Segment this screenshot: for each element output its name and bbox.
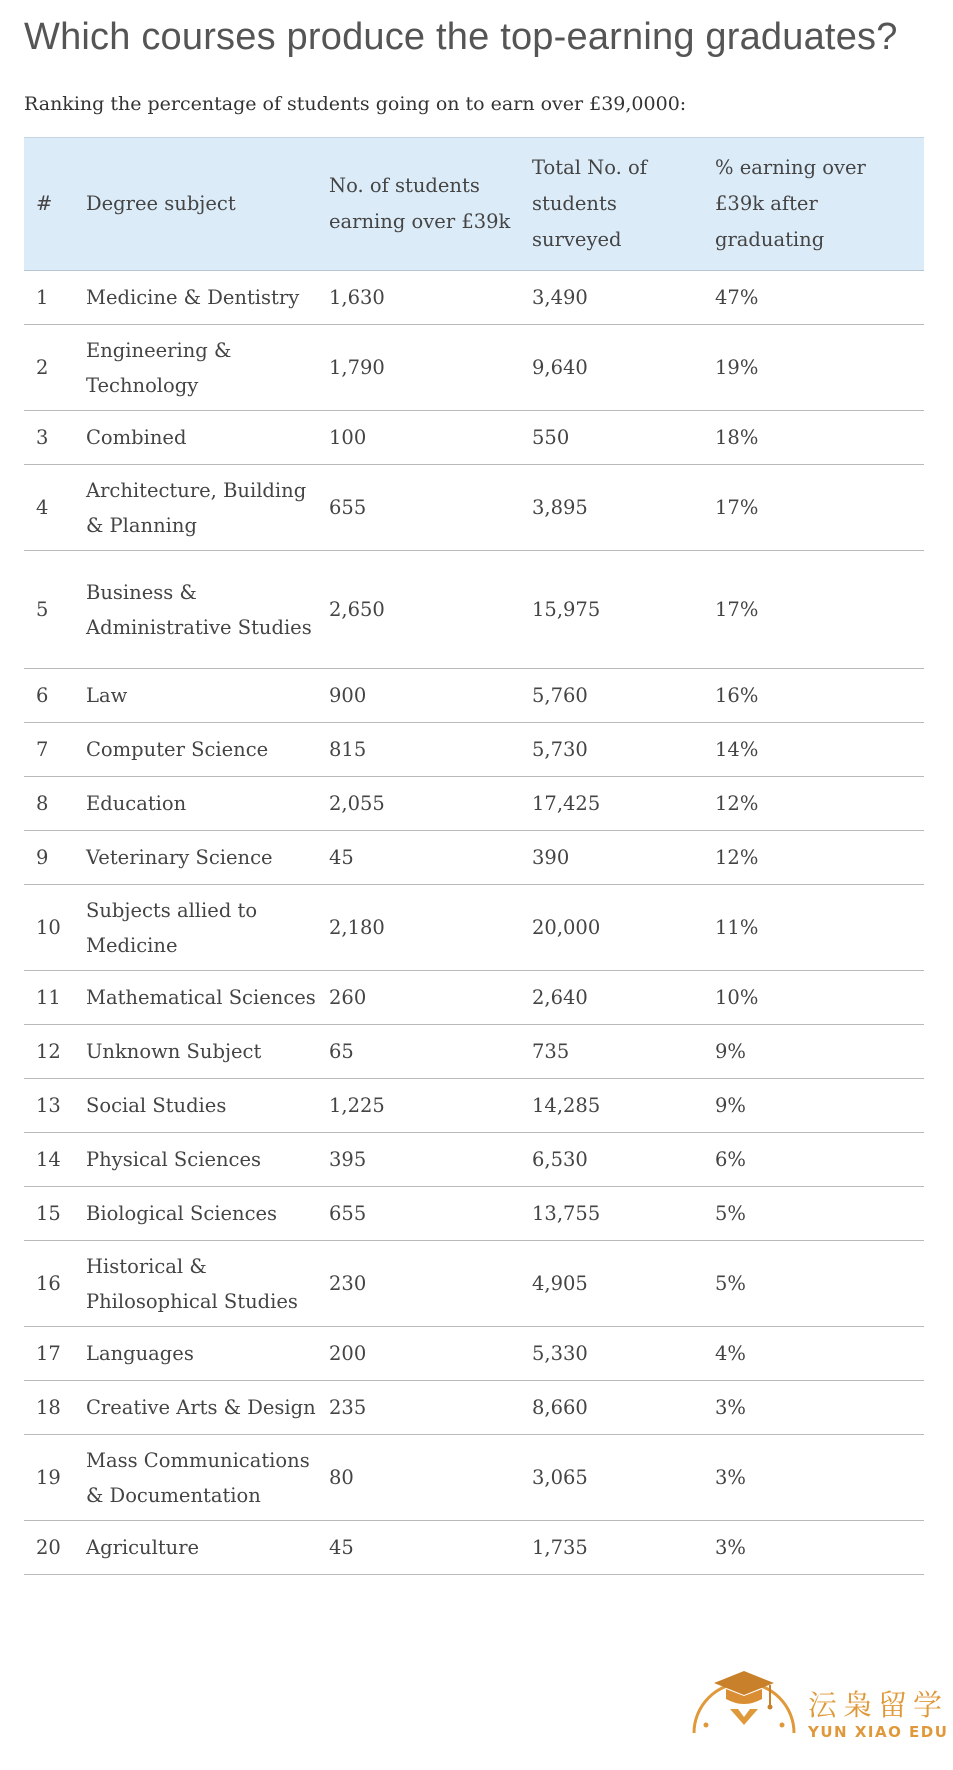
cell-rank: 9 bbox=[24, 831, 86, 885]
table-row bbox=[24, 465, 924, 551]
table-row bbox=[24, 325, 924, 411]
table-row bbox=[24, 885, 924, 971]
cell-percent: 5% bbox=[715, 1241, 924, 1327]
cell-subject: Creative Arts & Design bbox=[86, 1381, 329, 1435]
cell-percent: 5% bbox=[715, 1187, 924, 1241]
table-row bbox=[24, 411, 924, 465]
table-row bbox=[24, 971, 924, 1025]
cell-subject: Education bbox=[86, 777, 329, 831]
watermark bbox=[690, 1665, 949, 1745]
cell-percent: 11% bbox=[715, 885, 924, 971]
cell-percent: 17% bbox=[715, 465, 924, 551]
cell-percent: 6% bbox=[715, 1133, 924, 1187]
cell-earning: 655 bbox=[329, 465, 532, 551]
cell-earning: 45 bbox=[329, 1521, 532, 1575]
cell-percent: 4% bbox=[715, 1327, 924, 1381]
cell-earning: 230 bbox=[329, 1241, 532, 1327]
ranking-table bbox=[24, 137, 924, 1575]
cell-rank: 8 bbox=[24, 777, 86, 831]
table-row bbox=[24, 669, 924, 723]
cell-total: 3,895 bbox=[532, 465, 715, 551]
watermark-chinese-name: 沄枭留学 bbox=[808, 1688, 949, 1722]
cell-percent: 10% bbox=[715, 971, 924, 1025]
cell-subject: Subjects allied to Medicine bbox=[86, 885, 329, 971]
cell-percent: 12% bbox=[715, 777, 924, 831]
cell-percent: 17% bbox=[715, 551, 924, 669]
cell-total: 17,425 bbox=[532, 777, 715, 831]
header-rank: # bbox=[24, 138, 86, 271]
cell-percent: 14% bbox=[715, 723, 924, 777]
cell-percent: 16% bbox=[715, 669, 924, 723]
cell-rank: 1 bbox=[24, 271, 86, 325]
cell-rank: 3 bbox=[24, 411, 86, 465]
cell-percent: 9% bbox=[715, 1025, 924, 1079]
cell-subject: Physical Sciences bbox=[86, 1133, 329, 1187]
cell-total: 8,660 bbox=[532, 1381, 715, 1435]
cell-subject: Unknown Subject bbox=[86, 1025, 329, 1079]
cell-total: 5,760 bbox=[532, 669, 715, 723]
table-row bbox=[24, 831, 924, 885]
cell-total: 5,330 bbox=[532, 1327, 715, 1381]
table-row bbox=[24, 1133, 924, 1187]
cell-earning: 65 bbox=[329, 1025, 532, 1079]
table-row bbox=[24, 777, 924, 831]
cell-earning: 80 bbox=[329, 1435, 532, 1521]
cell-total: 6,530 bbox=[532, 1133, 715, 1187]
cell-rank: 16 bbox=[24, 1241, 86, 1327]
table-row bbox=[24, 1025, 924, 1079]
cell-earning: 1,225 bbox=[329, 1079, 532, 1133]
table-row bbox=[24, 1079, 924, 1133]
cell-total: 20,000 bbox=[532, 885, 715, 971]
cell-subject: Combined bbox=[86, 411, 329, 465]
table-row bbox=[24, 1327, 924, 1381]
watermark-english-name: YUN XIAO EDU bbox=[808, 1723, 949, 1741]
table-row bbox=[24, 1187, 924, 1241]
cell-subject: Agriculture bbox=[86, 1521, 329, 1575]
table-header-row bbox=[24, 138, 924, 271]
table-row bbox=[24, 723, 924, 777]
cell-percent: 3% bbox=[715, 1435, 924, 1521]
cell-earning: 655 bbox=[329, 1187, 532, 1241]
cell-earning: 900 bbox=[329, 669, 532, 723]
cell-earning: 45 bbox=[329, 831, 532, 885]
cell-earning: 260 bbox=[329, 971, 532, 1025]
cell-total: 1,735 bbox=[532, 1521, 715, 1575]
cell-rank: 2 bbox=[24, 325, 86, 411]
cell-rank: 4 bbox=[24, 465, 86, 551]
cell-rank: 19 bbox=[24, 1435, 86, 1521]
header-total: Total No. of students surveyed bbox=[532, 138, 715, 271]
cell-rank: 14 bbox=[24, 1133, 86, 1187]
cell-percent: 3% bbox=[715, 1381, 924, 1435]
cell-subject: Social Studies bbox=[86, 1079, 329, 1133]
cell-subject: Engineering & Technology bbox=[86, 325, 329, 411]
cell-percent: 19% bbox=[715, 325, 924, 411]
cell-percent: 18% bbox=[715, 411, 924, 465]
cell-rank: 13 bbox=[24, 1079, 86, 1133]
cell-rank: 7 bbox=[24, 723, 86, 777]
cell-total: 3,490 bbox=[532, 271, 715, 325]
table-row bbox=[24, 551, 924, 669]
cell-total: 2,640 bbox=[532, 971, 715, 1025]
cell-rank: 20 bbox=[24, 1521, 86, 1575]
table-row bbox=[24, 1521, 924, 1575]
cell-subject: Mathematical Sciences bbox=[86, 971, 329, 1025]
graduation-cap-logo-icon bbox=[690, 1665, 800, 1737]
cell-earning: 200 bbox=[329, 1327, 532, 1381]
cell-subject: Law bbox=[86, 669, 329, 723]
cell-earning: 1,630 bbox=[329, 271, 532, 325]
cell-rank: 6 bbox=[24, 669, 86, 723]
page-subtitle: Ranking the percentage of students going on to earn over £39,0000: bbox=[24, 93, 687, 115]
cell-earning: 2,650 bbox=[329, 551, 532, 669]
cell-subject: Computer Science bbox=[86, 723, 329, 777]
cell-subject: Business & Administrative Studies bbox=[86, 551, 329, 669]
table-row bbox=[24, 1241, 924, 1327]
cell-subject: Medicine & Dentistry bbox=[86, 271, 329, 325]
cell-rank: 5 bbox=[24, 551, 86, 669]
cell-subject: Biological Sciences bbox=[86, 1187, 329, 1241]
cell-subject: Architecture, Building & Planning bbox=[86, 465, 329, 551]
cell-earning: 100 bbox=[329, 411, 532, 465]
cell-subject: Veterinary Science bbox=[86, 831, 329, 885]
cell-rank: 15 bbox=[24, 1187, 86, 1241]
table-body bbox=[24, 271, 924, 1575]
cell-total: 15,975 bbox=[532, 551, 715, 669]
cell-total: 14,285 bbox=[532, 1079, 715, 1133]
cell-earning: 815 bbox=[329, 723, 532, 777]
cell-rank: 11 bbox=[24, 971, 86, 1025]
cell-earning: 2,055 bbox=[329, 777, 532, 831]
cell-rank: 18 bbox=[24, 1381, 86, 1435]
table-row bbox=[24, 1435, 924, 1521]
header-earning: No. of students earning over £39k bbox=[329, 138, 532, 271]
cell-earning: 2,180 bbox=[329, 885, 532, 971]
cell-earning: 1,790 bbox=[329, 325, 532, 411]
cell-total: 390 bbox=[532, 831, 715, 885]
cell-total: 5,730 bbox=[532, 723, 715, 777]
cell-total: 735 bbox=[532, 1025, 715, 1079]
table-row bbox=[24, 1381, 924, 1435]
cell-total: 9,640 bbox=[532, 325, 715, 411]
cell-rank: 10 bbox=[24, 885, 86, 971]
cell-rank: 17 bbox=[24, 1327, 86, 1381]
cell-earning: 235 bbox=[329, 1381, 532, 1435]
cell-percent: 47% bbox=[715, 271, 924, 325]
page-title: Which courses produce the top-earning graduates? bbox=[24, 16, 898, 58]
header-subject: Degree subject bbox=[86, 138, 329, 271]
cell-subject: Mass Communications & Documentation bbox=[86, 1435, 329, 1521]
cell-subject: Historical & Philosophical Studies bbox=[86, 1241, 329, 1327]
cell-percent: 9% bbox=[715, 1079, 924, 1133]
cell-total: 550 bbox=[532, 411, 715, 465]
cell-percent: 12% bbox=[715, 831, 924, 885]
cell-percent: 3% bbox=[715, 1521, 924, 1575]
cell-total: 3,065 bbox=[532, 1435, 715, 1521]
cell-total: 13,755 bbox=[532, 1187, 715, 1241]
cell-earning: 395 bbox=[329, 1133, 532, 1187]
cell-total: 4,905 bbox=[532, 1241, 715, 1327]
cell-rank: 12 bbox=[24, 1025, 86, 1079]
cell-subject: Languages bbox=[86, 1327, 329, 1381]
table-row bbox=[24, 271, 924, 325]
header-percent: % earning over £39k after graduating bbox=[715, 138, 924, 271]
